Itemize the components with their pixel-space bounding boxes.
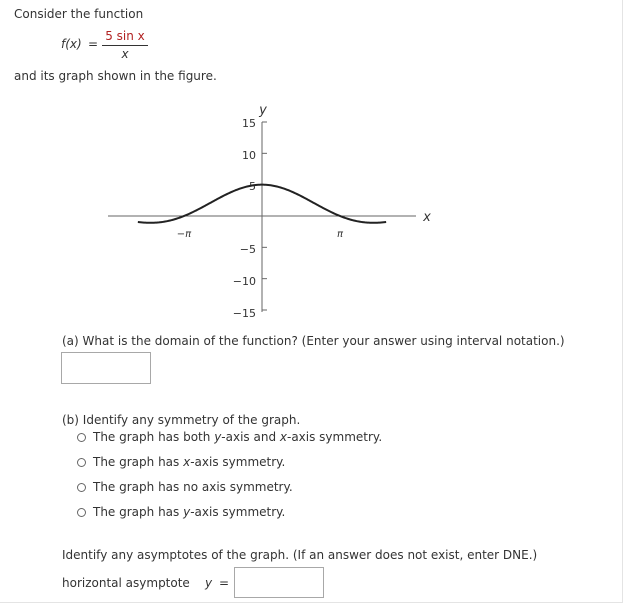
asymptote-question: Identify any asymptotes of the graph. (If an answer does not exist, enter DNE.) bbox=[62, 548, 538, 562]
y-tick-label: −5 bbox=[239, 243, 256, 256]
symmetry-radio-none[interactable] bbox=[77, 483, 86, 492]
y-tick-label: −10 bbox=[232, 275, 256, 288]
symmetry-option-x-axis: The graph has x-axis symmetry. bbox=[93, 455, 286, 469]
symmetry-option-none: The graph has no axis symmetry. bbox=[93, 480, 293, 494]
symmetry-radio-y-axis[interactable] bbox=[77, 508, 86, 517]
y-tick-label: 15 bbox=[242, 117, 256, 130]
function-denominator: x bbox=[121, 47, 129, 61]
y-tick-label: 10 bbox=[242, 149, 256, 162]
y-tick-label: −15 bbox=[232, 307, 256, 320]
x-tick-label-neg-pi: −π bbox=[176, 229, 192, 240]
horizontal-asymptote-input[interactable] bbox=[234, 567, 324, 598]
intro-text: Consider the function bbox=[14, 7, 144, 21]
asymptote-equals: = bbox=[219, 576, 230, 590]
symmetry-option-both: The graph has both y-axis and x-axis symmetry. bbox=[93, 430, 383, 444]
function-lhs: f(x) bbox=[61, 37, 82, 51]
horizontal-asymptote-label: horizontal asymptote bbox=[62, 576, 190, 590]
x-axis-label: x bbox=[423, 210, 431, 225]
y-tick-label: 5 bbox=[249, 180, 256, 193]
x-tick-label-pi: π bbox=[336, 229, 344, 240]
function-equals: = bbox=[88, 37, 99, 51]
asymptote-y-label: y bbox=[205, 576, 213, 590]
part-b-question: (b) Identify any symmetry of the graph. bbox=[62, 413, 301, 427]
intro-text-2: and its graph shown in the figure. bbox=[14, 69, 217, 83]
y-axis-label: y bbox=[259, 103, 267, 118]
domain-input[interactable] bbox=[61, 352, 151, 384]
part-a-question: (a) What is the domain of the function? (Enter your answer using interval notation.) bbox=[62, 334, 565, 348]
symmetry-option-y-axis: The graph has y-axis symmetry. bbox=[93, 505, 286, 519]
symmetry-radio-x-axis[interactable] bbox=[77, 458, 86, 467]
symmetry-radio-both[interactable] bbox=[77, 433, 86, 442]
function-numerator: 5 sin x bbox=[105, 29, 145, 43]
